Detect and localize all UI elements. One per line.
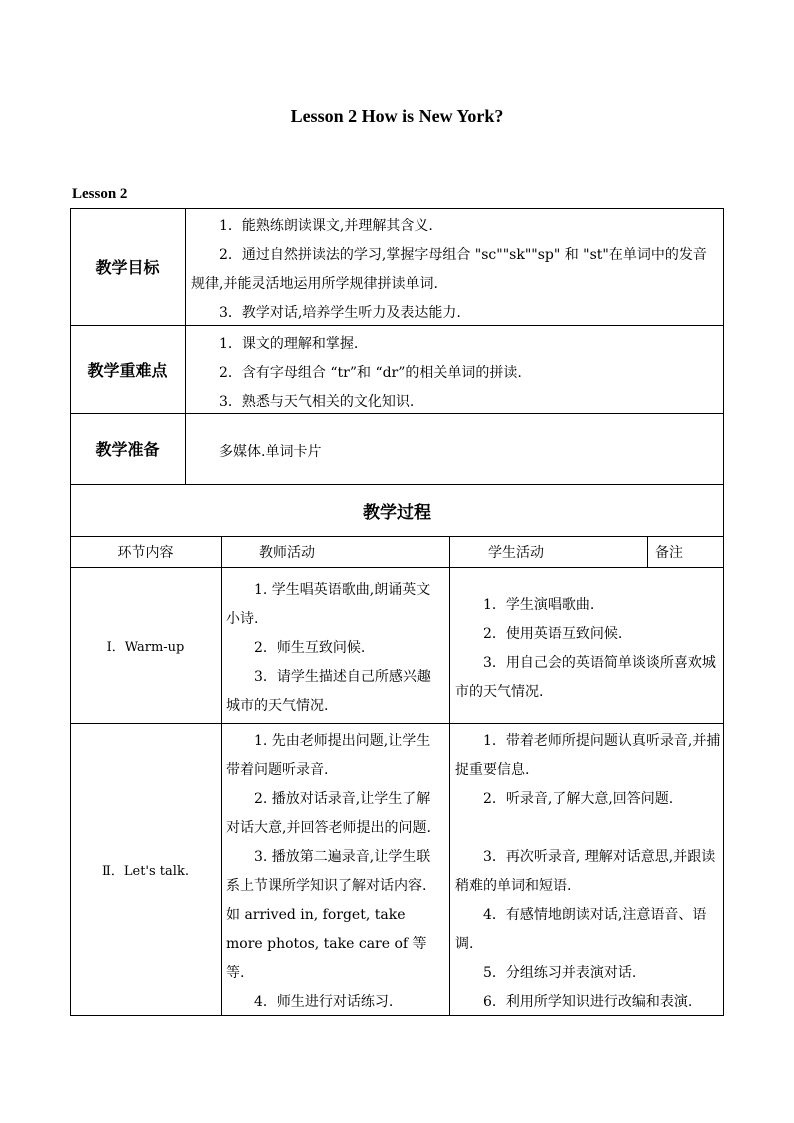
teacher-activity-item: 1. 学生唱英语歌曲,朗诵英文小诗. [226,582,431,627]
student-activities [455,727,721,1017]
divider [185,208,186,484]
teacher-activities [226,576,444,721]
key-point-item: 2．含有字母组合 “tr”和 “dr”的相关单词的拼读. [219,365,522,381]
stage-lets-talk: Ⅱ．Let's talk. [102,864,189,879]
key-points-content [191,330,719,417]
teacher-activity-item: 1. 先由老师提出问题,让学生带着问题听录音. [226,733,431,778]
student-activity-item: 1．带着老师所提问题认真听录音,并捕捉重要信息. [455,733,721,778]
header-teacher: 教师活动 [259,544,315,561]
student-activity-item: 3．用自己会的英语简单谈谈所喜欢城市的天气情况. [455,655,716,700]
objectives-label: 教学目标 [95,258,160,277]
objective-item: 2．通过自然拼读法的学习,掌握字母组合 "sc""sk""sp" 和 "st"在单词中的发音规律,并能灵活地运用所学规律拼读单词. [191,247,707,292]
key-point-item: 3．熟悉与天气相关的文化知识. [219,394,415,410]
preparation-label: 教学准备 [95,440,160,459]
teacher-activities [226,727,444,1017]
page-title: Lesson 2 How is New York? [290,106,504,126]
process-title: 教学过程 [363,502,431,523]
header-stage: 环节内容 [117,544,174,561]
divider [221,536,222,1016]
student-activity-item: 6．利用所学知识进行改编和表演. [483,994,693,1010]
preparation-content [191,438,719,467]
objective-item: 1．能熟练朗读课文,并理解其含义. [219,218,433,234]
student-activity-item: 3．再次听录音, 理解对话意思,并跟读稍难的单词和短语. [455,849,716,894]
teacher-activity-item: 2．师生互致问候. [254,640,366,656]
stage-warm-up: Ⅰ．Warm-up [106,639,185,655]
student-activity-item: 5．分组练习并表演对话. [483,965,637,981]
divider [647,536,648,567]
key-point-item: 1．课文的理解和掌握. [219,336,359,352]
objectives-content [191,212,719,328]
lesson-label: Lesson 2 [72,186,128,202]
teacher-activity-item: 2. 播放对话录音,让学生了解对话大意,并回答老师提出的问题. [226,791,431,836]
teacher-activity-item: 3．请学生描述自己所感兴趣城市的天气情况. [226,669,431,714]
student-activities [455,591,721,707]
header-notes: 备注 [655,544,683,561]
student-activity-item: 2．听录音,了解大意,回答问题. [483,791,674,807]
key-points-label: 教学重难点 [87,360,168,380]
preparation-text: 多媒体.单词卡片 [219,444,322,460]
teacher-activity-item: 3. 播放第二遍录音,让学生联系上节课所学知识了解对话内容. 如 arrived in, forget, take more photos, take care of 等等. [226,849,431,981]
divider [449,536,450,1016]
student-activity-item: 2．使用英语互致问候. [483,626,623,642]
student-activity-spacer [455,814,721,843]
student-activity-item: 1．学生演唱歌曲. [483,597,595,613]
student-activity-item: 4．有感情地朗读对话,注意语音、语调. [455,907,707,952]
header-student: 学生活动 [488,544,544,561]
teacher-activity-item: 4．师生进行对话练习. [254,994,394,1010]
objective-item: 3．教学对话,培养学生听力及表达能力. [219,305,461,321]
